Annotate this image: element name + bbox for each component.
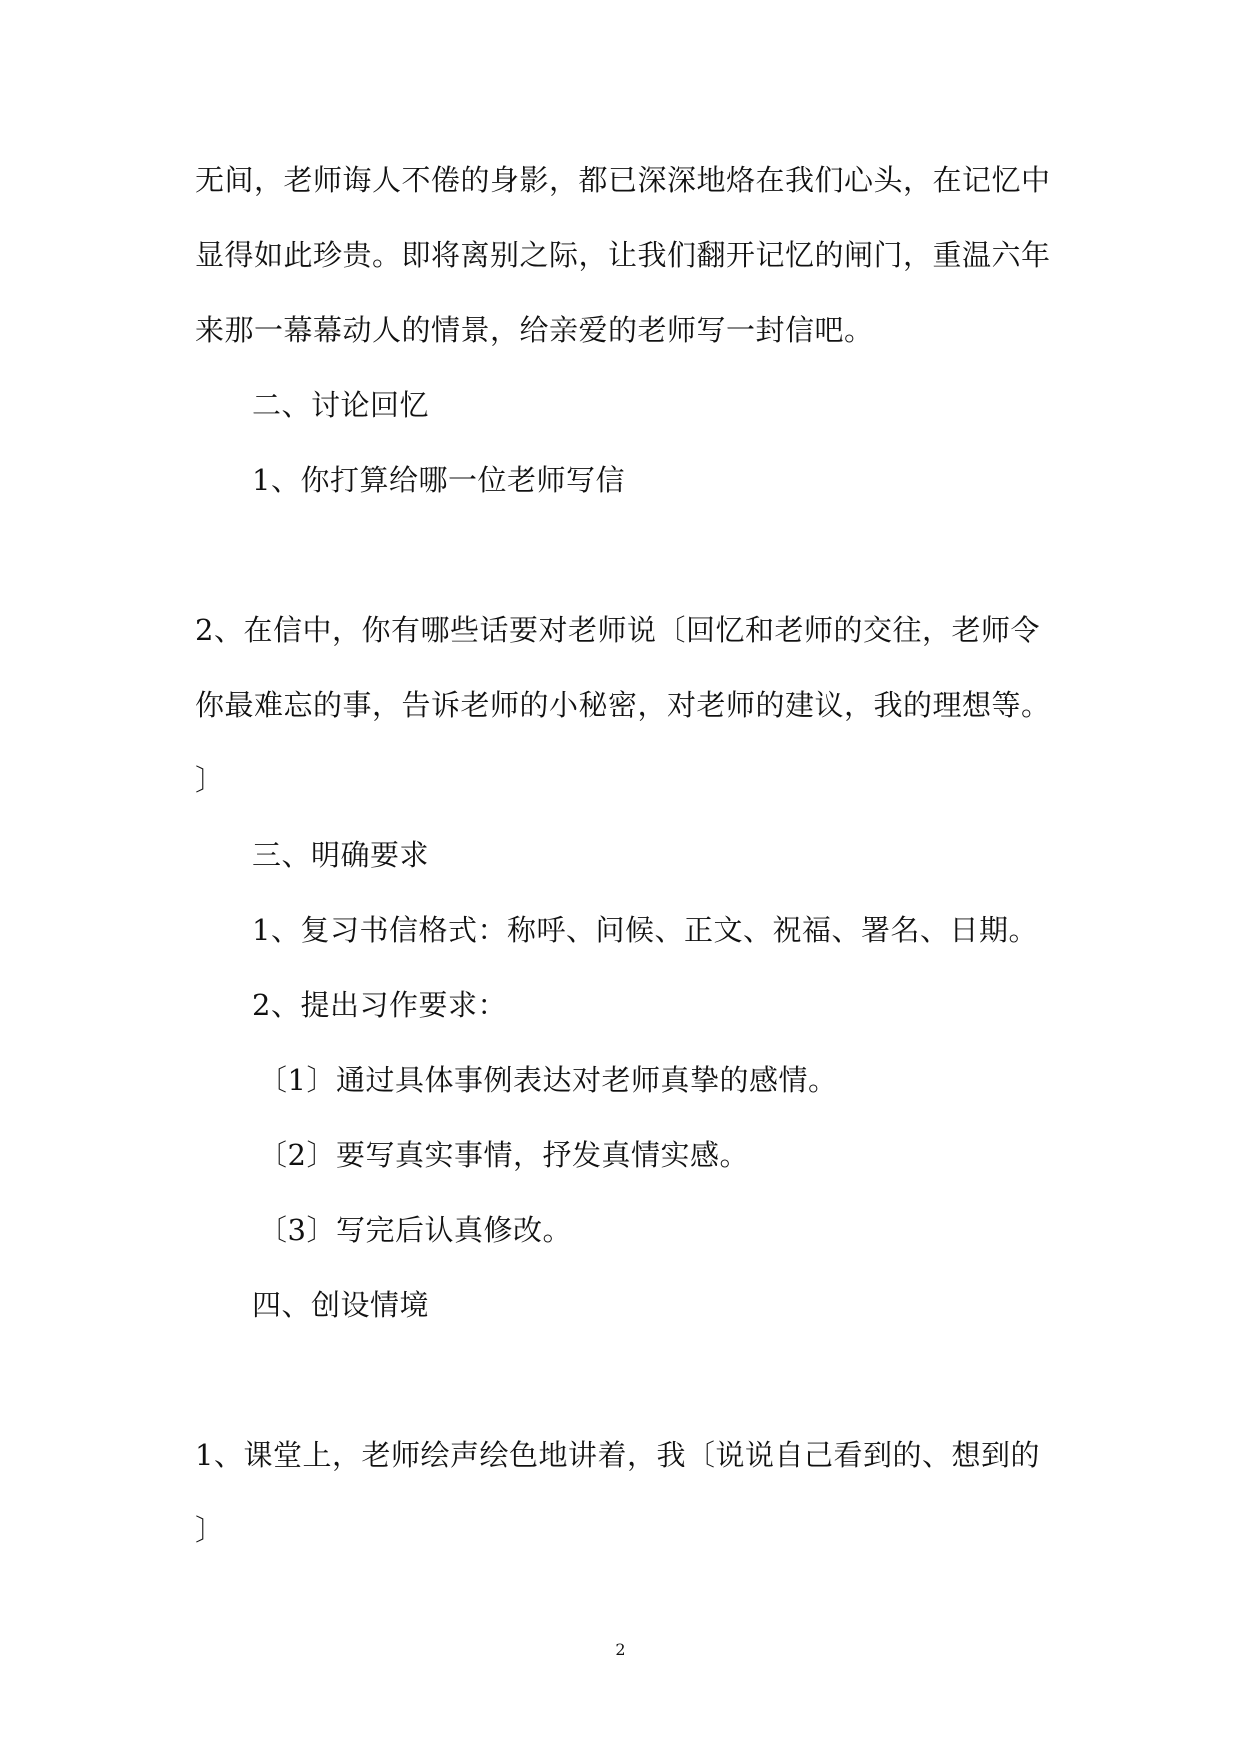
paragraph-line: 来那一幕幕动人的情景，给亲爱的老师写一封信吧。 bbox=[195, 313, 874, 347]
list-item: 〔2〕要写真实事情，抒发真情实感。 bbox=[258, 1138, 749, 1172]
section-heading: 三、明确要求 bbox=[252, 838, 430, 872]
paragraph-line: 〕 bbox=[195, 763, 225, 797]
list-item: 2、在信中，你有哪些话要对老师说〔回忆和老师的交往，老师令 bbox=[195, 613, 1040, 647]
page-number: 2 bbox=[615, 1640, 626, 1659]
list-item: 1、课堂上，老师绘声绘色地讲着，我〔说说自己看到的、想到的 bbox=[195, 1438, 1040, 1472]
paragraph-line: 无间，老师诲人不倦的身影，都已深深地烙在我们心头，在记忆中 bbox=[195, 163, 1051, 197]
paragraph-line: 显得如此珍贵。即将离别之际，让我们翻开记忆的闸门，重温六年 bbox=[195, 238, 1051, 272]
section-heading: 四、创设情境 bbox=[252, 1288, 430, 1322]
list-item: 1、复习书信格式：称呼、问候、正文、祝福、署名、日期。 bbox=[252, 913, 1038, 947]
section-heading: 二、讨论回忆 bbox=[252, 388, 430, 422]
paragraph-line: 你最难忘的事，告诉老师的小秘密，对老师的建议，我的理想等。 bbox=[195, 688, 1051, 722]
list-item: 〔1〕通过具体事例表达对老师真挚的感情。 bbox=[258, 1063, 838, 1097]
list-item: 1、你打算给哪一位老师写信 bbox=[252, 463, 625, 497]
paragraph-line: 〕 bbox=[195, 1513, 225, 1547]
list-item: 〔3〕写完后认真修改。 bbox=[258, 1213, 572, 1247]
list-item: 2、提出习作要求： bbox=[252, 988, 507, 1022]
